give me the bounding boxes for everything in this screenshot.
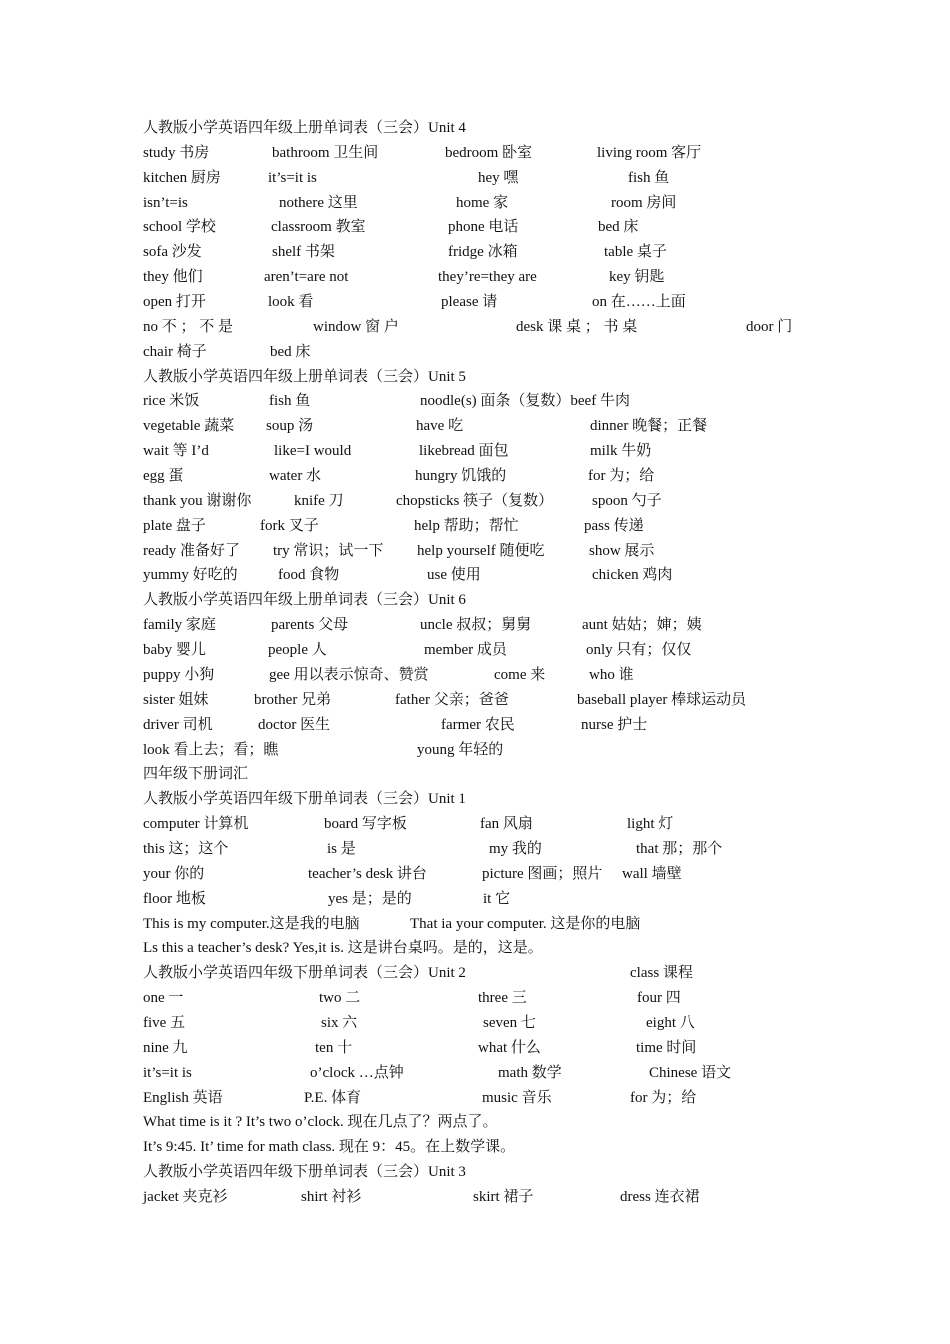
vocab-entry: fish 鱼 [269,393,311,410]
text-line [143,141,923,165]
vocab-entry: yummy 好吃的 [143,567,238,584]
vocab-entry: people 人 [268,642,327,659]
vocab-entry: that 那；那个 [636,840,723,857]
vocab-entry: picture 图画；照片 [482,865,603,882]
vocab-entry: open 打开 [143,294,206,311]
vocab-entry: teacher’s desk 讲台 [308,865,427,882]
vocab-entry: Ls this a teacher’s desk? Yes,it is. 这是讲台桌吗。是的，这是。 [143,940,543,957]
text-line [143,514,923,538]
vocab-entry: pass 传递 [584,517,644,534]
vocab-entry: only 只有；仅仅 [586,642,692,659]
vocab-entry: nurse 护士 [581,716,648,733]
vocab-entry: on 在……上面 [592,294,686,311]
vocab-entry: they’re=they are [438,269,537,286]
text-line [143,315,923,339]
vocab-entry: puppy 小狗 [143,666,215,683]
text-line [143,1011,923,1035]
vocab-entry: water 水 [269,468,322,485]
vocab-entry: yes 是；是的 [328,890,412,907]
vocab-entry: shelf 书架 [272,244,335,261]
vocab-entry: sofa 沙发 [143,244,202,261]
vocab-entry: skirt 裙子 [473,1188,534,1205]
vocab-entry: look 看上去；看；瞧 [143,741,279,758]
text-line [143,762,923,786]
vocab-entry: they 他们 [143,269,203,286]
vocab-entry: milk 牛奶 [590,443,652,460]
text-line [143,290,923,314]
vocab-entry: for 为；给 [588,468,655,485]
vocab-entry: This is my computer.这是我的电脑 [143,915,360,932]
vocab-entry: time 时间 [636,1039,697,1056]
vocab-entry: isn’t=is [143,194,188,211]
vocab-entry: sister 姐妹 [143,691,209,708]
vocab-entry: 人教版小学英语四年级下册单词表（三会）Unit 2 [143,965,466,982]
vocab-entry: door 门 [746,318,793,335]
text-line [143,862,923,886]
text-line [143,986,923,1010]
text-line [143,1036,923,1060]
vocab-entry: phone 电话 [448,219,519,236]
vocab-entry: hungry 饥饿的 [415,468,507,485]
vocab-entry: ready 准备好了 [143,542,241,559]
vocab-entry: key 钥匙 [609,269,665,286]
vocab-entry: five 五 [143,1014,186,1031]
vocab-entry: math 数学 [498,1064,562,1081]
vocab-entry: rice 米饭 [143,393,200,410]
vocab-entry: noodle(s) 面条（复数）beef 牛肉 [420,393,630,410]
vocab-entry: school 学校 [143,219,216,236]
text-line [143,1061,923,1085]
vocab-entry: kitchen 厨房 [143,169,221,186]
vocab-entry: jacket 夹克衫 [143,1188,228,1205]
vocab-entry: knife 刀 [294,492,344,509]
vocab-entry: 人教版小学英语四年级下册单词表（三会）Unit 3 [143,1164,466,1181]
vocab-entry: eight 八 [646,1014,695,1031]
vocab-entry: computer 计算机 [143,816,249,833]
text-line [143,1185,923,1209]
text-line [143,961,923,985]
vocab-entry: two 二 [319,990,361,1007]
vocab-entry: That ia your computer. 这是你的电脑 [410,915,641,932]
vocab-entry: it’s=it is [268,169,317,186]
vocab-entry: driver 司机 [143,716,213,733]
vocab-entry: one 一 [143,990,184,1007]
vocab-entry: soup 汤 [266,418,314,435]
text-line [143,738,923,762]
text-line [143,489,923,513]
vocab-entry: desk 课 桌 ； 书 桌 [516,318,638,335]
text-line [143,1086,923,1110]
vocab-entry: bed 床 [270,343,311,360]
vocab-entry: chopsticks 筷子（复数） [396,492,554,509]
text-line [143,1135,923,1159]
vocab-entry: father 父亲；爸爸 [395,691,509,708]
vocab-entry: farmer 农民 [441,716,515,733]
vocab-entry: dinner 晚餐；正餐 [590,418,708,435]
vocab-entry: fan 风扇 [480,816,533,833]
vocab-entry: have 吃 [416,418,464,435]
text-line [143,912,923,936]
vocab-entry: help yourself 随便吃 [417,542,545,559]
vocab-entry: room 房间 [611,194,677,211]
vocab-entry: look 看 [268,294,314,311]
vocab-entry: seven 七 [483,1014,536,1031]
text-line [143,240,923,264]
vocab-entry: come 来 [494,666,546,683]
text-line [143,613,923,637]
vocab-entry: no 不 ； 不 是 [143,318,234,335]
vocab-entry: It’s 9:45. It’ time for math class. 现在 9：45。在上数学课。 [143,1139,516,1156]
vocab-entry: please 请 [441,294,498,311]
vocab-entry: bathroom 卫生间 [272,144,379,161]
vocab-entry: window 窗 户 [313,318,399,335]
text-line [143,688,923,712]
vocab-entry: ten 十 [315,1039,353,1056]
vocab-entry: it’s=it is [143,1064,192,1081]
vocab-entry: wall 墙壁 [622,865,682,882]
vocab-entry: 人教版小学英语四年级上册单词表（三会）Unit 6 [143,592,466,609]
vocab-entry: vegetable 蔬菜 [143,418,235,435]
vocab-entry: o’clock …点钟 [310,1064,404,1081]
vocab-entry: light 灯 [627,816,674,833]
vocab-entry: table 桌子 [604,244,667,261]
vocab-entry: likebread 面包 [419,443,509,460]
vocab-entry: food 食物 [278,567,340,584]
vocab-entry: study 书房 [143,144,210,161]
vocab-entry: for 为；给 [630,1089,697,1106]
vocab-entry: class 课程 [630,965,693,982]
text-line [143,191,923,215]
text-line [143,1110,923,1134]
vocab-entry: aren’t=are not [264,269,349,286]
vocab-entry: board 写字板 [324,816,407,833]
vocab-entry: help 帮助；帮忙 [414,517,519,534]
vocab-entry: floor 地板 [143,890,206,907]
vocab-entry: bed 床 [598,219,639,236]
vocab-entry: fridge 冰箱 [448,244,518,261]
vocab-entry: it 它 [483,890,511,907]
vocab-entry: shirt 衬衫 [301,1188,362,1205]
vocab-entry: classroom 教室 [271,219,366,236]
vocab-entry: What time is it ? It’s two o’clock. 现在几点了？两点了。 [143,1114,498,1131]
text-line [143,588,923,612]
vocab-entry: 人教版小学英语四年级上册单词表（三会）Unit 4 [143,120,466,136]
vocab-entry: four 四 [637,990,681,1007]
vocab-entry: brother 兄弟 [254,691,332,708]
text-line [143,414,923,438]
vocab-entry: who 谁 [589,666,634,683]
text-line [143,787,923,811]
text-line [143,563,923,587]
vocab-entry: doctor 医生 [258,716,331,733]
vocab-entry: bedroom 卧室 [445,144,533,161]
vocab-entry: like=I would [274,443,352,460]
vocab-entry: chair 椅子 [143,343,207,360]
text-line [143,1160,923,1184]
vocab-entry: nothere 这里 [279,194,358,211]
vocab-entry: thank you 谢谢你 [143,492,252,509]
vocab-entry: aunt 姑姑；婶；姨 [582,617,702,634]
vocab-entry: my 我的 [489,840,542,857]
text-line [143,166,923,190]
vocab-entry: nine 九 [143,1039,188,1056]
vocab-entry: uncle 叔叔；舅舅 [420,617,532,634]
vocab-entry: try 常识；试一下 [273,542,384,559]
vocab-entry: member 成员 [424,642,507,659]
vocab-entry: show 展示 [589,542,655,559]
vocab-entry: gee 用以表示惊奇、赞赏 [269,666,429,683]
vocab-entry: 人教版小学英语四年级下册单词表（三会）Unit 1 [143,791,466,808]
vocab-entry: home 家 [456,194,509,211]
vocab-entry: hey 嘿 [478,169,519,186]
vocab-entry: family 家庭 [143,617,216,634]
text-line [143,439,923,463]
vocab-entry: plate 盘子 [143,517,206,534]
vocab-entry: music 音乐 [482,1089,552,1106]
text-line [143,638,923,662]
vocab-entry: spoon 勺子 [592,492,662,509]
vocab-entry: three 三 [478,990,527,1007]
vocab-entry: fish 鱼 [628,169,670,186]
vocab-entry: use 使用 [427,567,481,584]
text-line [143,116,923,140]
vocab-entry: what 什么 [478,1039,541,1056]
vocab-entry: this 这；这个 [143,840,229,857]
vocab-entry: six 六 [321,1014,358,1031]
vocab-entry: fork 叉子 [260,517,319,534]
vocab-entry: parents 父母 [271,617,349,634]
text-line [143,265,923,289]
text-line [143,215,923,239]
text-line [143,340,923,364]
vocab-entry: P.E. 体育 [304,1089,362,1106]
vocab-entry: 人教版小学英语四年级上册单词表（三会）Unit 5 [143,368,466,385]
text-line [143,539,923,563]
vocab-entry: living room 客厅 [597,144,702,161]
vocab-entry: wait 等 I’d [143,443,209,460]
text-line [143,464,923,488]
vocab-entry: chicken 鸡肉 [592,567,673,584]
text-line [143,713,923,737]
vocab-entry: dress 连衣裙 [620,1188,700,1205]
vocab-entry: is 是 [327,840,356,857]
text-line [143,812,923,836]
vocab-entry: baseball player 棒球运动员 [577,691,747,708]
text-line [143,887,923,911]
vocab-entry: egg 蛋 [143,468,184,485]
vocab-entry: baby 婴儿 [143,642,206,659]
vocab-entry: English 英语 [143,1089,223,1106]
vocab-entry: young 年轻的 [417,741,504,758]
text-line [143,663,923,687]
vocab-entry: 四年级下册词汇 [143,766,249,783]
vocab-entry: your 你的 [143,865,205,882]
text-line [143,389,923,413]
text-line [143,365,923,389]
text-line [143,837,923,861]
text-line [143,936,923,960]
vocab-entry: Chinese 语文 [649,1064,732,1081]
